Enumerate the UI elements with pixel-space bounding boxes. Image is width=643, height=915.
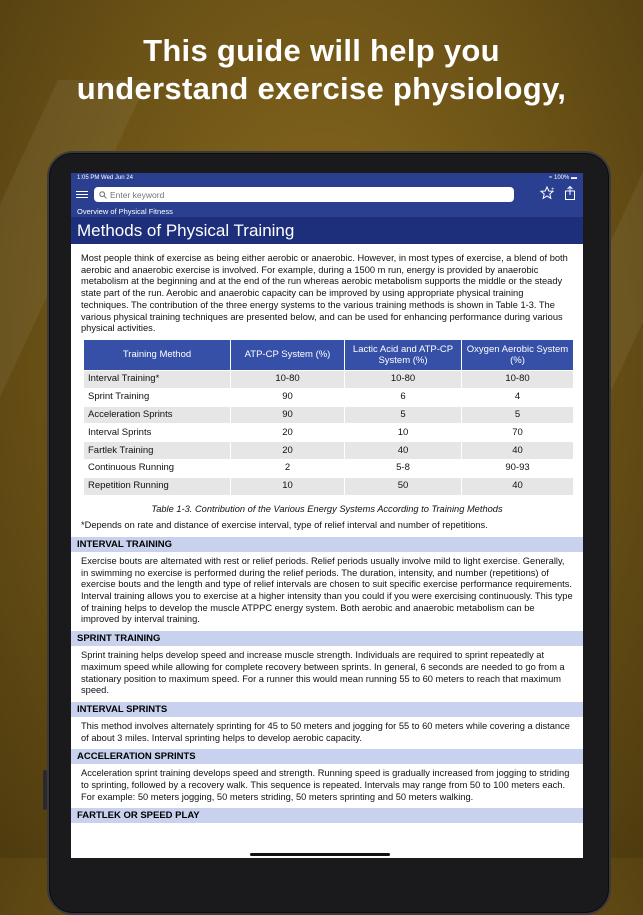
table-cell: 40 (345, 442, 461, 459)
star-add-icon[interactable] (540, 186, 556, 203)
table-cell: 40 (462, 442, 573, 459)
section-body-acceleration-sprints: Acceleration sprint training develops speed and strength. Running speed is gradually increased from jogging to striding to sprinting, followed by a recovery walk. This sequence is repeated. Intervals may range from 50 to 100 meters each. For example: 50 meters jogging, 50 meters striding, 50 meters sprinting and 50 meters walking. (81, 768, 570, 802)
app-screen (71, 173, 583, 858)
svg-text:+: + (551, 187, 555, 193)
table-cell: 10-80 (345, 371, 461, 388)
search-bar[interactable] (94, 187, 514, 202)
table-cell: 10-80 (231, 371, 344, 388)
section-heading-interval-sprints: INTERVAL SPRINTS (71, 702, 583, 717)
breadcrumb[interactable]: Overview of Physical Fitness (71, 206, 583, 217)
table-row (84, 442, 573, 459)
table-cell: Interval Sprints (84, 424, 230, 441)
search-input[interactable] (110, 190, 509, 200)
energy-systems-table (83, 339, 574, 496)
table-row (84, 478, 573, 495)
section-heading-sprint-training: SPRINT TRAINING (71, 631, 583, 646)
table-cell: 10 (231, 478, 344, 495)
column-header: Training Method (84, 340, 230, 370)
table-cell: 40 (462, 478, 573, 495)
table-cell: Fartlek Training (84, 442, 230, 459)
status-bar (71, 173, 583, 183)
column-header: ATP-CP System (%) (231, 340, 344, 370)
headline-line-1: This guide will help you (143, 33, 500, 68)
status-time: 1:05 PM Wed Jun 24 (77, 175, 133, 181)
menu-icon[interactable] (76, 191, 88, 199)
table-cell: Sprint Training (84, 389, 230, 406)
page-title: Methods of Physical Training (71, 217, 583, 247)
table-cell: Acceleration Sprints (84, 407, 230, 424)
marketing-headline (0, 32, 643, 108)
table-footnote: *Depends on rate and distance of exercise interval, type of relief interval and number of repetitions. (81, 520, 488, 531)
column-header: Lactic Acid and ATP-CP System (%) (345, 340, 461, 370)
table-cell: 5-8 (345, 460, 461, 477)
table-cell: 2 (231, 460, 344, 477)
table-cell: 70 (462, 424, 573, 441)
table-cell: 5 (345, 407, 461, 424)
table-cell: 10-80 (462, 371, 573, 388)
article-content (71, 247, 583, 823)
table-cell: 6 (345, 389, 461, 406)
section-body-interval-training: Exercise bouts are alternated with rest or relief periods. Relief periods usually involve mild to light exercise. Generally, in swimming no exercise is performed during the relief periods. The duration, intensity, and number (repetitions) of exercise bouts and the length and type of relief intervals are chosen to suit specific exercise performance requirements. Interval training allows you to exercise at a higher intensity than you could if you were exercising continuously. This type of training helps to develop the muscle ATPPC energy system. Both aerobic and anaerobic metabolism can be improved by interval training. (81, 555, 573, 625)
table-row (84, 407, 573, 424)
table-cell: 90 (231, 407, 344, 424)
table-cell: 20 (231, 442, 344, 459)
section-body-sprint-training: Sprint training helps develop speed and increase muscle strength. Individuals are required to sprint repeatedly at maximum speed while allowing for complete recovery between sprints. In general, 6 seconds are needed to go from a stationary position to maximum speed. For a runner this would mean running 55 to 60 meters to reach that maximum speed. (81, 650, 565, 696)
toolbar (71, 183, 583, 206)
column-header: Oxygen Aerobic System (%) (462, 340, 573, 370)
table-row (84, 460, 573, 477)
table-caption: Table 1-3. Contribution of the Various Energy Systems According to Training Methods (151, 503, 503, 514)
table-cell: 20 (231, 424, 344, 441)
table-header-row (84, 340, 573, 370)
section-body-interval-sprints: This method involves alternately sprinting for 45 to 50 meters and jogging for 55 to 60 meters while covering a distance of about 3 miles. Interval sprinting helps to develop aerobic capacity. (81, 720, 570, 743)
search-icon (99, 191, 107, 199)
table-row (84, 371, 573, 388)
table-cell: Continuous Running (84, 460, 230, 477)
table-cell: 10 (345, 424, 461, 441)
home-indicator[interactable] (250, 853, 390, 856)
status-battery: ≈ 100% ▬ (549, 175, 577, 181)
section-heading-fartlek: FARTLEK OR SPEED PLAY (71, 808, 583, 823)
table-cell: 90-93 (462, 460, 573, 477)
table-cell: 50 (345, 478, 461, 495)
table-cell: 90 (231, 389, 344, 406)
share-icon[interactable] (562, 186, 578, 203)
table-cell: 5 (462, 407, 573, 424)
table-cell: Interval Training* (84, 371, 230, 388)
table-cell: Repetition Running (84, 478, 230, 495)
section-heading-acceleration-sprints: ACCELERATION SPRINTS (71, 749, 583, 764)
headline-line-2: understand exercise physiology, (76, 71, 567, 106)
table-row (84, 389, 573, 406)
section-heading-interval-training: INTERVAL TRAINING (71, 537, 583, 552)
table-cell: 4 (462, 389, 573, 406)
table-row (84, 424, 573, 441)
intro-paragraph: Most people think of exercise as being either aerobic or anaerobic. However, in most types of exercise, a blend of both aerobic and anaerobic exercise is involved. For example, during a 1500 m run, energy is provided by anaerobic metabolism at the beginning and at the end of the run whereas aerobic metabolism supports the middle or the steady state part of the run. Aerobic and anaerobic capacity can be improved by using appropriate physical training techniques. The contribution of the three energy systems to the various training methods is shown in Table 1-3. The various physical training techniques are presented below, and can be used for enhancing performance during various physical activities. (81, 253, 568, 334)
